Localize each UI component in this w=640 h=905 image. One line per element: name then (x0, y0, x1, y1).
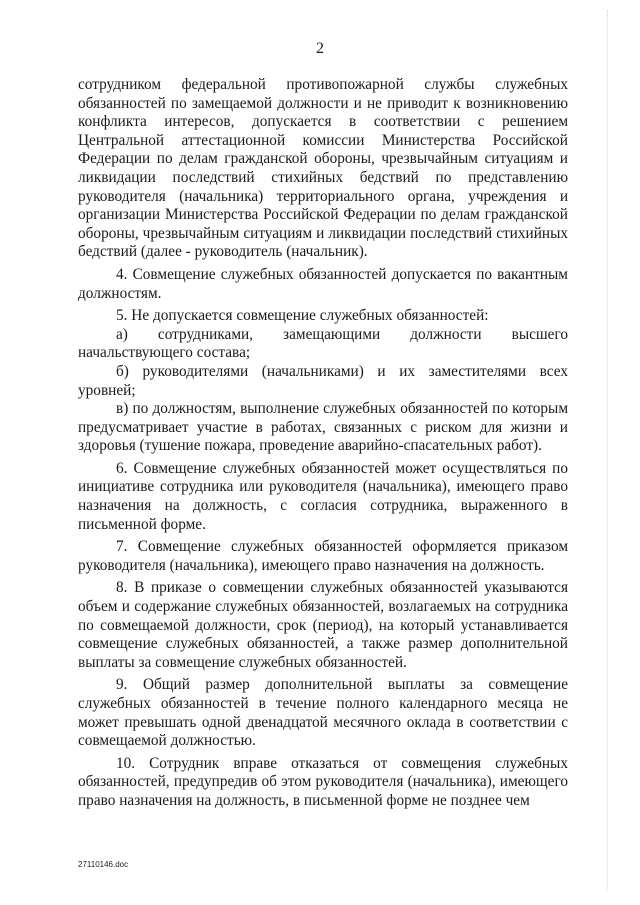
footer-file-code: 27110146.doc (78, 860, 129, 869)
paragraph-6: 6. Совмещение служебных обязанностей может осуществляться по инициативе сотрудника или руководителя (начальника), имеющего право назначения на должность, с согласия сотрудника, выраженного в письменной форме. (78, 459, 568, 533)
paragraph-5v: в) по должностям, выполнение служебных обязанностей по которым предусматривает участие в работах, связанных с риском для жизни и здоровья (тушение пожара, проведение аварийно-спасательных работ). (78, 400, 568, 455)
paragraph-7: 7. Совмещение служебных обязанностей оформляется приказом руководителя (начальника), имеющего право назначения на должность. (78, 538, 568, 574)
paragraph-5: 5. Не допускается совмещение служебных обязанностей: (116, 307, 489, 325)
document-body (78, 76, 568, 811)
paragraph-9: 9. Общий размер дополнительной выплаты за совмещение служебных обязанностей в течение полного календарного месяца не может превышать одной двенадцатой месячного оклада в соответствии с совмещаемой должностью. (78, 676, 568, 750)
paragraph-4: 4. Совмещение служебных обязанностей допускается по вакантным должностям. (78, 265, 568, 302)
margin-divider (607, 10, 608, 890)
paragraph-8: 8. В приказе о совмещении служебных обязанностей указываются объем и содержание служебных обязанностей, возлагаемых на сотрудника по совмещаемой должности, срок (период), на который устанавливается совмещение служебных обязанностей, а также размер дополнительной выплаты за совмещение служебных обязанностей. (78, 579, 568, 671)
paragraph-continuation: сотрудником федеральной противопожарной службы служебных обязанностей по замещаемой должности и не приводит к возникновению конфликта интересов, допускается в соответствии с решением Центральной аттестационной комиссии Министерства Российской Федерации по делам гражданской обороны, чрезвычайным ситуациям и ликвидации последствий стихийных бедствий по представлению руководителя (начальника) территориального органа, учреждения и организации Министерства Российской Федерации по делам гражданской обороны, чрезвычайным ситуациям и ликвидации последствий стихийных бедствий (далее - руководитель (начальник). (78, 76, 568, 261)
paragraph-5a: а) сотрудниками, замещающими должности высшего начальствующего состава; (78, 325, 568, 362)
paragraph-10: 10. Сотрудник вправе отказаться от совмещения служебных обязанностей, предупредив об этом руководителя (начальника), имеющего право назначения на должность, в письменной форме не позднее чем (78, 754, 568, 809)
page-number: 2 (316, 40, 324, 57)
paragraph-5b: б) руководителями (начальниками) и их заместителями всех уровней; (78, 362, 568, 399)
